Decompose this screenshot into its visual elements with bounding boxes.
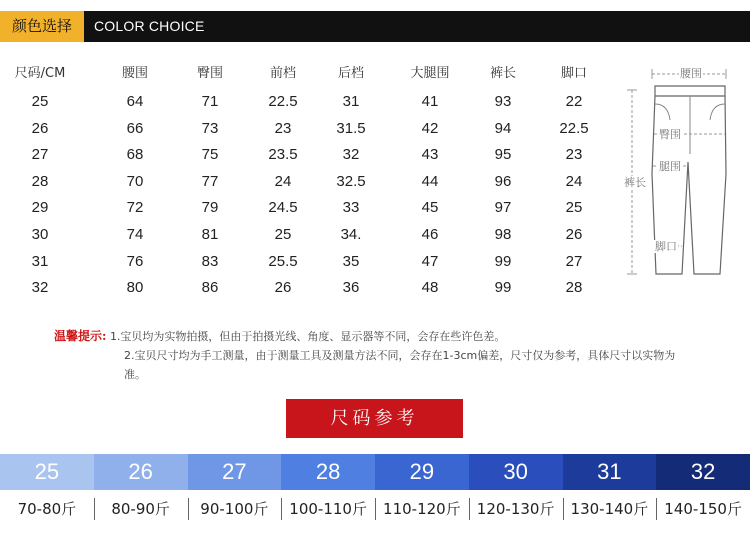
thigh-label: 腿围 [659, 160, 681, 173]
table-cell: 81 [201, 226, 219, 243]
table-cell: 31.5 [336, 119, 366, 137]
table-cell: 97 [494, 199, 512, 217]
size-cell: 25 [0, 454, 94, 490]
note-line-2: 2.宝贝尺寸均为手工测量，由于测量工具及测量方法不同，会存在1-3cm偏差，尺寸仅为参考，具体尺寸以实物为 [124, 349, 676, 362]
size-cell: 27 [188, 454, 282, 490]
table-cell: 35 [342, 252, 360, 270]
table-cell: 34. [340, 226, 362, 243]
pants-outline-icon [622, 64, 742, 284]
weight-cell: 110-120斤 [375, 494, 469, 524]
table-cell: 45 [421, 199, 439, 217]
table-cell: 22.5 [559, 119, 589, 137]
weight-range-row [0, 494, 750, 524]
table-cell: 25.5 [268, 252, 298, 270]
weight-cell: 80-90斤 [94, 494, 188, 524]
table-cell: 70 [126, 172, 144, 190]
table-cell: 72 [126, 199, 144, 217]
table-cell: 27 [31, 146, 49, 164]
tip-title: 温馨提示: [54, 329, 107, 343]
table-cell: 36 [342, 279, 360, 297]
table-cell: 23 [274, 119, 292, 137]
length-label: 裤长 [624, 176, 646, 189]
table-cell: 26 [274, 279, 292, 297]
table-cell: 41 [421, 93, 439, 110]
table-cell: 27 [565, 252, 583, 270]
table-header-cell: 前档 [269, 66, 296, 81]
size-cell: 28 [281, 454, 375, 490]
table-cell: 23 [565, 146, 583, 164]
table-cell: 99 [494, 252, 512, 270]
hip-label: 臀围 [659, 128, 681, 141]
table-cell: 76 [126, 252, 144, 270]
table-cell: 98 [494, 226, 512, 243]
table-cell: 25 [31, 93, 49, 110]
waist-label: 腰围 [680, 67, 702, 80]
table-cell: 25 [274, 226, 292, 243]
table-cell: 24 [565, 172, 583, 190]
table-cell: 26 [31, 119, 49, 137]
size-cell: 29 [375, 454, 469, 490]
table-cell: 26 [565, 226, 583, 243]
table-header-cell: 后档 [337, 66, 364, 81]
table-cell: 47 [421, 252, 439, 270]
pants-measurement-diagram [622, 64, 742, 284]
header-title-en: COLOR CHOICE [94, 18, 205, 34]
table-cell: 94 [494, 119, 512, 137]
table-cell: 95 [494, 146, 512, 164]
table-cell: 33 [342, 199, 360, 217]
size-reference-banner: 尺码参考 [286, 399, 463, 438]
table-cell: 31 [342, 93, 360, 110]
header-title-cn: 颜色选择 [0, 11, 84, 42]
tips-notes [54, 327, 714, 384]
table-cell: 46 [421, 226, 439, 243]
table-cell: 99 [494, 279, 512, 297]
weight-cell: 140-150斤 [656, 494, 750, 524]
table-cell: 86 [201, 279, 219, 297]
table-cell: 24.5 [268, 199, 298, 217]
table-cell: 68 [126, 146, 144, 164]
table-cell: 23.5 [268, 146, 298, 164]
table-cell: 30 [31, 226, 49, 243]
weight-cell: 90-100斤 [188, 494, 282, 524]
table-cell: 83 [201, 252, 219, 270]
size-cell: 31 [563, 454, 657, 490]
weight-cell: 100-110斤 [281, 494, 375, 524]
size-cell: 32 [656, 454, 750, 490]
table-cell: 48 [421, 279, 439, 297]
note-line-3: 准。 [124, 368, 146, 381]
table-cell: 28 [31, 172, 49, 190]
table-cell: 71 [201, 93, 219, 110]
table-cell: 73 [201, 119, 219, 137]
table-cell: 64 [126, 93, 144, 110]
section-header [0, 11, 750, 42]
table-cell: 32 [31, 279, 49, 297]
table-cell: 75 [201, 146, 219, 164]
table-cell: 31 [31, 252, 49, 270]
table-header-cell: 臀围 [196, 66, 223, 81]
table-cell: 93 [494, 93, 512, 110]
table-cell: 28 [565, 279, 583, 297]
size-cell: 30 [469, 454, 563, 490]
table-cell: 77 [201, 172, 219, 190]
table-cell: 43 [421, 146, 439, 164]
table-header-cell: 大腿围 [410, 66, 450, 81]
table-cell: 32 [342, 146, 360, 164]
weight-cell: 120-130斤 [469, 494, 563, 524]
size-color-bar [0, 454, 750, 490]
weight-cell: 70-80斤 [17, 500, 77, 518]
table-cell: 22.5 [268, 93, 298, 110]
table-cell: 29 [31, 199, 49, 217]
table-cell: 32.5 [336, 172, 366, 190]
table-cell: 44 [421, 172, 439, 190]
table-cell: 80 [126, 279, 144, 297]
table-cell: 25 [565, 199, 583, 217]
size-cell: 26 [94, 454, 188, 490]
table-cell: 74 [126, 226, 144, 243]
table-header-cell: 尺码/CM [14, 66, 66, 81]
table-header-cell: 脚口 [560, 66, 587, 81]
table-cell: 22 [565, 93, 583, 110]
table-cell: 24 [274, 172, 292, 190]
table-cell: 79 [201, 199, 219, 217]
table-header-cell: 裤长 [489, 66, 516, 81]
table-cell: 96 [494, 172, 512, 190]
table-cell: 66 [126, 119, 144, 137]
table-cell: 42 [421, 119, 439, 137]
table-header-cell: 腰围 [121, 66, 148, 81]
note-text-1: 1.宝贝均为实物拍摄，但由于拍摄光线、角度、显示器等不同，会存在些许色差。 [109, 330, 506, 343]
note-line-1 [54, 327, 714, 346]
hem-label: 脚口 [655, 240, 677, 253]
weight-cell: 130-140斤 [563, 494, 657, 524]
